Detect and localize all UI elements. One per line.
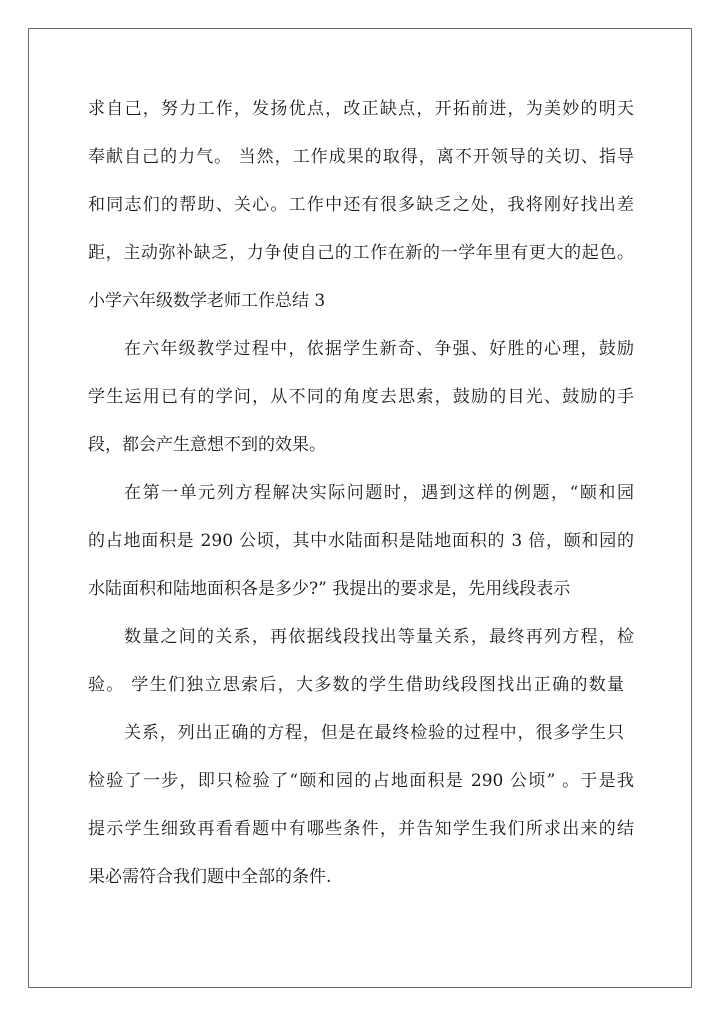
text-line: 水陆面积和陆地面积各是多少?” 我提出的要求是，先用线段表示	[88, 579, 571, 599]
text-line: 的占地面积是 290 公顷，其中水陆面积是陆地面积的 3 倍，颐和园的	[88, 531, 634, 551]
text-line: 段，都会产生意想不到的效果。	[88, 435, 326, 455]
page-border	[28, 28, 692, 988]
text-line: 距，主动弥补缺乏，力争使自己的工作在新的一学年里有更大的起色。	[88, 243, 634, 263]
text-line: 和同志们的帮助、关心。工作中还有很多缺乏之处，我将刚好找出差	[88, 195, 634, 215]
text-line: 果必需符合我们题中全部的条件.	[88, 867, 332, 887]
text-line: 检验了一步，即只检验了“颐和园的占地面积是 290 公顷” 。于是我	[88, 771, 634, 791]
text-line: 在第一单元列方程解决实际问题时，遇到这样的例题，“颐和园	[124, 483, 634, 503]
text-line: 关系，列出正确的方程，但是在最终检验的过程中，很多学生只	[124, 723, 624, 743]
text-line: 学生运用已有的学问，从不同的角度去思索，鼓励的目光、鼓励的手	[88, 387, 634, 407]
text-line: 求自己，努力工作，发扬优点，改正缺点，开拓前进，为美妙的明天	[88, 99, 634, 119]
text-line: 数量之间的关系，再依据线段找出等量关系，最终再列方程，检	[124, 627, 634, 647]
text-line: 提示学生细致再看看题中有哪些条件，并告知学生我们所求出来的结	[88, 819, 634, 839]
text-line: 在六年级教学过程中，依据学生新奇、争强、好胜的心理，鼓励	[124, 339, 634, 359]
section-heading: 小学六年级数学老师工作总结 3	[88, 291, 326, 311]
text-line: 奉献自己的力气。 当然，工作成果的取得，离不开领导的关切、指导	[88, 147, 634, 167]
text-line: 验。 学生们独立思索后，大多数的学生借助线段图找出正确的数量	[88, 675, 624, 695]
